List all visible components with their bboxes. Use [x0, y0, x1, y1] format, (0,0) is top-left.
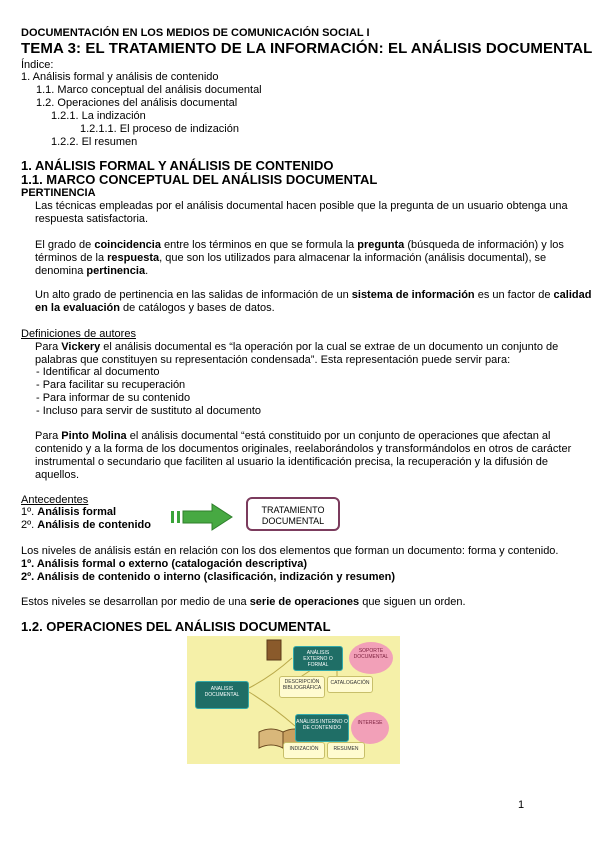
pertinencia-heading: PERTINENCIA [21, 187, 96, 199]
level-item: 2º. Análisis de contenido o interno (clasificación, indización y resumen) [21, 571, 396, 583]
index-item: 1. Análisis formal y análisis de contenido [21, 71, 219, 83]
diagram-node-center: ANALISIS DOCUMENTAL [195, 681, 249, 709]
index-item: 1.2.1. La indización [51, 110, 146, 122]
diagram-node-indexing: INDIZACIÓN [283, 742, 325, 759]
diagram-node-external: ANÁLISIS EXTERNO O FORMAL [293, 646, 343, 671]
diagram-node-summary: RESUMEN [327, 742, 365, 759]
page-number: 1 [518, 799, 525, 811]
antecedentes-heading: Antecedentes [21, 494, 89, 506]
index-item: 1.1. Marco conceptual del análisis documental [36, 84, 262, 96]
diagram-node-cataloguing: CATALOGACIÓN [327, 676, 373, 693]
index-item: 1.2.2. El resumen [51, 136, 138, 148]
index-label: Índice: [21, 59, 54, 71]
paragraph: Para Vickery el análisis documental es “la operación por la cual se extrae de un documento un conjunto de palabras que constituyen su representación condensada”. Esta representación puede servir para: [35, 341, 559, 366]
subsection-heading: 1.1. MARCO CONCEPTUAL DEL ANÁLISIS DOCUMENTAL [21, 172, 378, 187]
definitions-heading: Definiciones de autores [21, 328, 136, 340]
diagram-node-bibliographic: DESCRIPCIÓN BIBLIOGRÁFICA [279, 676, 325, 698]
tratamiento-documental-box: TRATAMIENTO DOCUMENTAL [246, 497, 340, 531]
antecedente-item: 1º. Análisis formal [21, 506, 117, 518]
paragraph: Las técnicas empleadas por el análisis documental hacen posible que la pregunta de un usuario obtenga una respuesta satisfactoria. [35, 200, 568, 225]
list-item: - Incluso para servir de sustituto al documento [36, 405, 262, 417]
operations-diagram [187, 636, 400, 764]
list-item: - Para informar de su contenido [36, 392, 191, 404]
course-title: DOCUMENTACIÓN EN LOS MEDIOS DE COMUNICACIÓN SOCIAL I [21, 27, 370, 39]
topic-title: TEMA 3: EL TRATAMIENTO DE LA INFORMACIÓN: EL ANÁLISIS DOCUMENTAL [21, 40, 593, 57]
section-heading: 1. ANÁLISIS FORMAL Y ANÁLISIS DE CONTENIDO [21, 158, 334, 173]
index-item: 1.2.1.1. El proceso de indización [80, 123, 239, 135]
arrow-icon [170, 502, 236, 532]
paragraph: Un alto grado de pertinencia en las salidas de información de un sistema de información es un factor de calidad en la evaluación de catálogos y bases de datos. [35, 289, 592, 314]
diagram-node-support: SOPORTE DOCUMENTAL [349, 642, 393, 674]
list-item: - Identificar al documento [36, 366, 160, 378]
levels-intro: Los niveles de análisis están en relación con los dos elementos que forman un documento: forma y contenido. [21, 545, 559, 557]
list-item: - Para facilitar su recuperación [36, 379, 186, 391]
diagram-node-bookmark: INTERESE [351, 712, 389, 744]
diagram-node-internal: ANÁLISIS INTERNO O DE CONTENIDO [295, 714, 349, 742]
paragraph: Para Pinto Molina el análisis documental “está constituido por un conjunto de operaciones que afectan al contenido y a la forma de los documentos originales, reelaborándolos y transformándolos en otros de carácter instrumental o secundario que faciliten al usuario la identificación precisa, la recuperación y la difusión de aquellos. [35, 430, 572, 481]
antecedente-item: 2º. Análisis de contenido [21, 519, 151, 531]
section-heading: 1.2. OPERACIONES DEL ANÁLISIS DOCUMENTAL [21, 619, 331, 634]
level-item: 1º. Análisis formal o externo (catalogación descriptiva) [21, 558, 308, 570]
paragraph: El grado de coincidencia entre los términos en que se formula la pregunta (búsqueda de información) y los términos de la respuesta, que son los utilizados para almacenar la información (análisis documental), se denomina pertinencia. [35, 239, 564, 277]
operations-sentence: Estos niveles se desarrollan por medio de una serie de operaciones que siguen un orden. [21, 596, 466, 608]
index-item: 1.2. Operaciones del análisis documental [36, 97, 238, 109]
